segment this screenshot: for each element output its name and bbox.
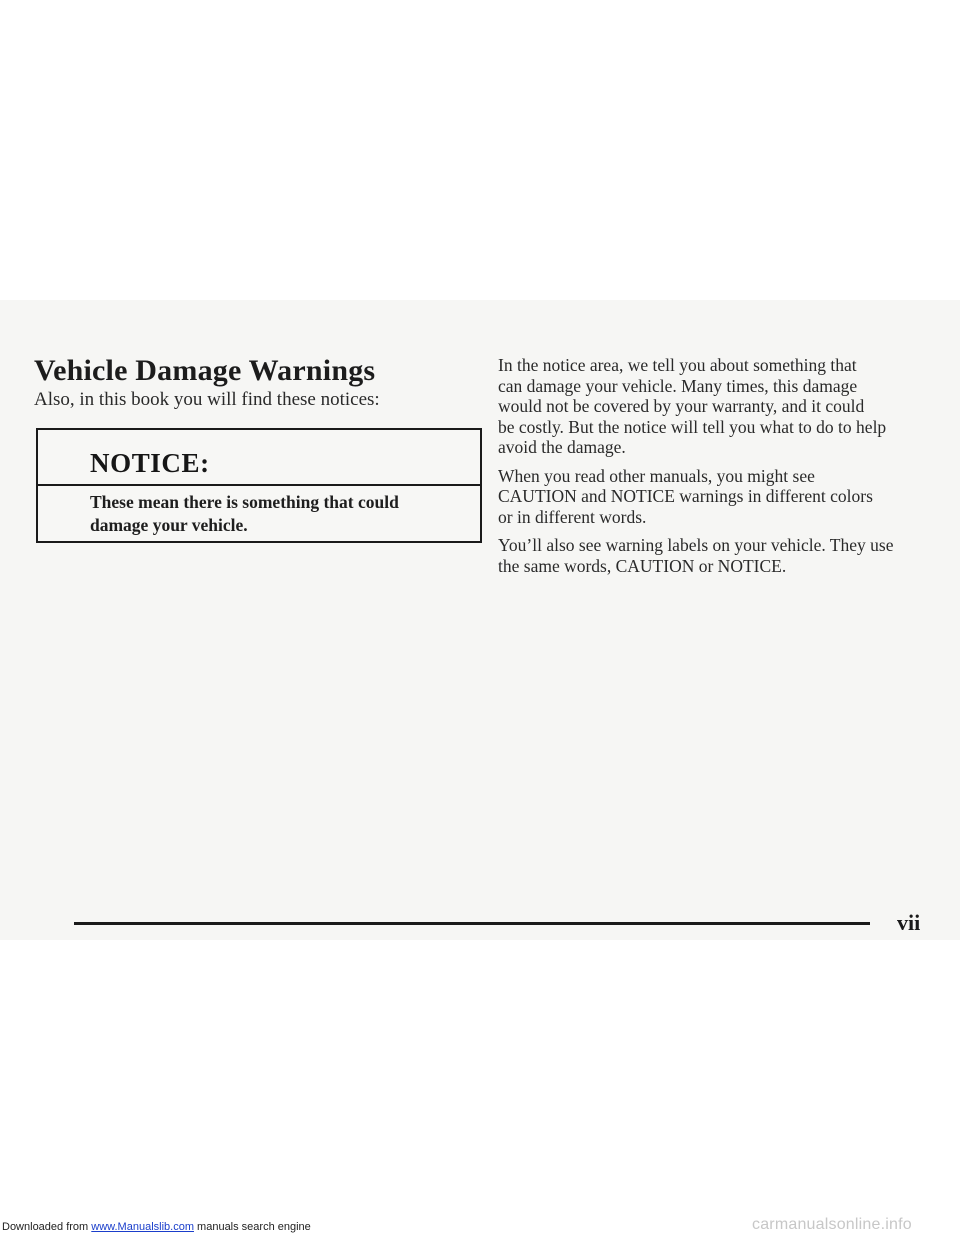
notice-body-line: damage your vehicle. — [90, 515, 248, 535]
footer-rule — [74, 922, 870, 925]
text-line: CAUTION and NOTICE warnings in different colors — [498, 486, 873, 506]
text-line: or in different words. — [498, 506, 647, 527]
notice-body-line: These mean there is something that could — [90, 492, 399, 512]
paragraph-warning-labels — [498, 535, 938, 576]
site-watermark: carmanualsonline.info — [752, 1216, 912, 1233]
section-heading: Vehicle Damage Warnings — [34, 354, 376, 387]
manualslib-link[interactable]: www.Manualslib.com — [91, 1221, 194, 1233]
notice-divider — [38, 484, 480, 486]
text-line: be costly. But the notice will tell you what to do to help — [498, 416, 887, 437]
notice-body — [90, 491, 470, 537]
text-line: You’ll also see warning labels on your vehicle. They use — [498, 535, 894, 555]
text-line: avoid the damage. — [498, 437, 626, 457]
text-line: When you read other manuals, you might see — [498, 465, 815, 486]
text-line: can damage your vehicle. Many times, this damage — [498, 375, 858, 396]
notice-box — [36, 428, 482, 543]
text-line: In the notice area, we tell you about something that — [498, 355, 857, 375]
paragraph-notice-area — [498, 355, 938, 458]
right-column — [498, 355, 938, 584]
download-prefix: Downloaded from — [2, 1221, 89, 1233]
notice-title: NOTICE: — [90, 448, 210, 478]
paragraph-other-manuals — [498, 466, 938, 528]
text-line: would not be covered by your warranty, and it could — [498, 396, 865, 416]
download-bar — [2, 1221, 311, 1233]
text-line: the same words, CAUTION or NOTICE. — [498, 555, 787, 576]
download-suffix: manuals search engine — [197, 1221, 311, 1233]
page-number: vii — [897, 910, 921, 935]
intro-text: Also, in this book you will find these notices: — [34, 389, 380, 410]
